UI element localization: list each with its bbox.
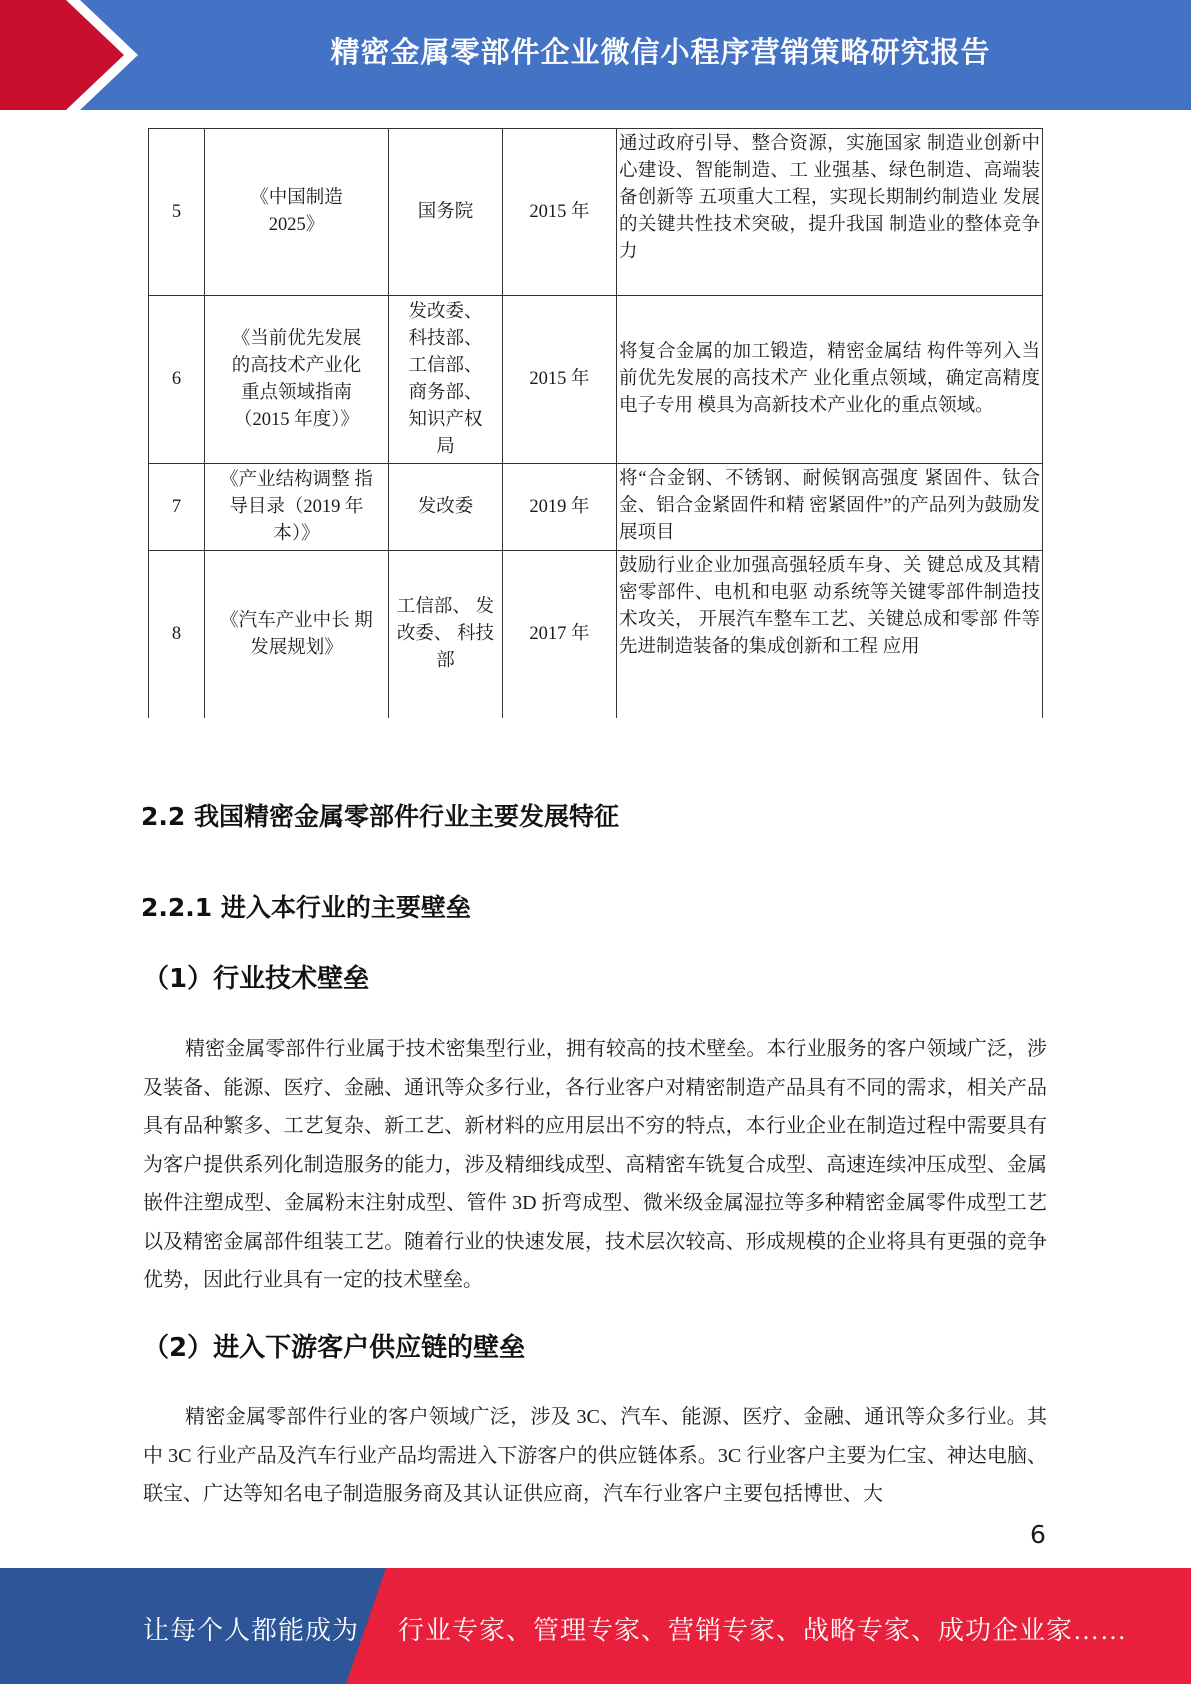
policy-content: 通过政府引导、整合资源，实施国家 制造业创新中心建设、智能制造、工 业强基、绿色制造、高端装备创新等 五项重大工程，实现长期制约制造业 发展的关键共性技术突破，提升我国 制造业的整体竞争力 — [617, 129, 1043, 296]
policy-name: 《当前优先发展 的高技术产业化 重点领域指南 （2015 年度）》 — [205, 296, 389, 464]
row-number: 8 — [149, 551, 205, 719]
page-number: 6 — [1030, 1520, 1046, 1549]
policy-year: 2019 年 — [503, 464, 617, 551]
header-chevron-decoration — [0, 0, 150, 110]
policy-table — [148, 128, 1043, 718]
paragraph-technical-barrier: 精密金属零部件行业属于技术密集型行业，拥有较高的技术壁垒。本行业服务的客户领域广泛，涉及装备、能源、医疗、金融、通讯等众多行业，各行业客户对精密制造产品具有不同的需求，相关产品具有品种繁多、工艺复杂、新工艺、新材料的应用层出不穷的特点，本行业企业在制造过程中需要具有为客户提供系列化制造服务的能力，涉及精细线成型、高精密车铣复合成型、高速连续冲压成型、金属嵌件注塑成型、金属粉末注射成型、管件 3D 折弯成型、微米级金属湿拉等多种精密金属零件成型工艺以及精密金属部件组装工艺。随着行业的快速发展，技术层次较高、形成规模的企业将具有更强的竞争优势，因此行业具有一定的技术壁垒。 — [143, 1038, 1047, 1291]
section-heading: 2.2 我国精密金属零部件行业主要发展特征 — [141, 802, 619, 831]
policy-content: 将“合金钢、不锈钢、耐候钢高强度 紧固件、钛合金、铝合金紧固件和精 密紧固件”的产品列为鼓励发展项目 — [617, 464, 1043, 551]
policy-content: 鼓励行业企业加强高强轻质车身、关 键总成及其精密零部件、电机和电驱 动系统等关键零部件制造技术攻关， 开展汽车整车工艺、关键总成和零部 件等先进制造装备的集成创新和工程 应用 — [617, 551, 1043, 719]
policy-content: 将复合金属的加工锻造，精密金属结 构件等列入当前优先发展的高技术产 业化重点领域，确定高精度电子专用 模具为高新技术产业化的重点领域。 — [617, 296, 1043, 464]
policy-issuer: 国务院 — [389, 129, 503, 296]
policy-name: 《中国制造 2025》 — [205, 129, 389, 296]
subsection-heading: 2.2.1 进入本行业的主要壁垒 — [141, 893, 471, 922]
policy-year: 2017 年 — [503, 551, 617, 719]
policy-issuer: 发改委、 科技部、 工信部、 商务部、 知识产权 局 — [389, 296, 503, 464]
document-title: 精密金属零部件企业微信小程序营销策略研究报告 — [330, 35, 991, 69]
policy-issuer: 工信部、 发 改委、 科技 部 — [389, 551, 503, 719]
policy-name: 《产业结构调整 指 导目录（2019 年 本）》 — [205, 464, 389, 551]
policy-issuer: 发改委 — [389, 464, 503, 551]
footer-slogan-left: 让每个人都能成为 — [143, 1616, 360, 1645]
table-row — [149, 296, 1043, 464]
policy-year: 2015 年 — [503, 129, 617, 296]
table-row — [149, 129, 1043, 296]
row-number: 5 — [149, 129, 205, 296]
paragraph-supply-chain-barrier: 精密金属零部件行业的客户领域广泛，涉及 3C、汽车、能源、医疗、金融、通讯等众多行业。其中 3C 行业产品及汽车行业产品均需进入下游客户的供应链体系。3C 行业客户主要为仁宝、神达电脑、联宝、广达等知名电子制造服务商及其认证供应商，汽车行业客户主要包括博世、大 — [143, 1406, 1047, 1505]
row-number: 6 — [149, 296, 205, 464]
policy-name: 《汽车产业中长 期 发展规划》 — [205, 551, 389, 719]
table-row — [149, 464, 1043, 551]
subheading-supply-chain-barrier: （2）进入下游客户供应链的壁垒 — [143, 1333, 526, 1363]
footer-slogan-right: 行业专家、管理专家、营销专家、战略专家、成功企业家…… — [398, 1616, 1128, 1645]
page-footer — [0, 1568, 1191, 1684]
policy-year: 2015 年 — [503, 296, 617, 464]
subheading-technical-barrier: （1）行业技术壁垒 — [143, 964, 370, 994]
row-number: 7 — [149, 464, 205, 551]
table-row — [149, 551, 1043, 719]
page-header — [0, 0, 1191, 110]
